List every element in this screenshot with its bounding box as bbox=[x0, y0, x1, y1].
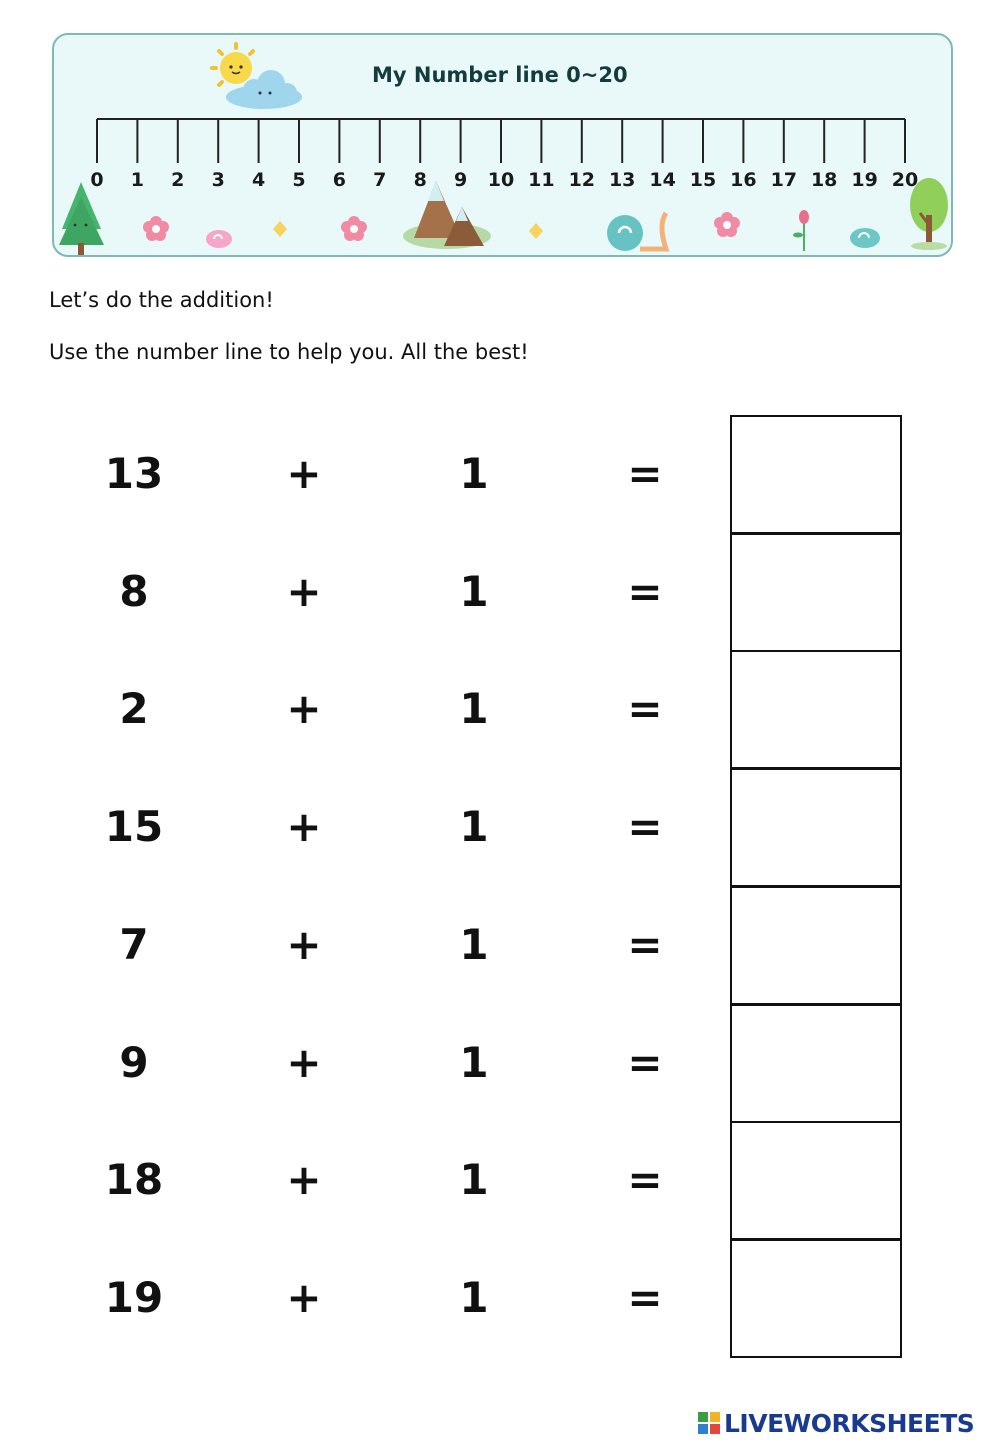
equation-row bbox=[0, 1239, 1000, 1357]
number-line-tick-label: 7 bbox=[373, 169, 387, 191]
number-line-title: My Number line 0~20 bbox=[372, 63, 628, 87]
liveworksheets-logo-icon bbox=[697, 1411, 721, 1435]
equation-row bbox=[0, 1121, 1000, 1239]
brand-name: LIVEWORKSHEETS bbox=[724, 1408, 975, 1438]
equation-row bbox=[0, 415, 1000, 533]
number-line-tick-label: 0 bbox=[90, 169, 104, 191]
snail-icon bbox=[607, 213, 666, 251]
first-addend: 19 bbox=[104, 1272, 164, 1322]
second-addend: 1 bbox=[459, 802, 489, 852]
answer-box[interactable] bbox=[730, 1121, 902, 1240]
number-line-tick-label: 12 bbox=[568, 169, 596, 191]
number-line-tick-label: 9 bbox=[453, 169, 468, 191]
equals-sign: = bbox=[627, 1155, 663, 1205]
number-line-tick-label: 6 bbox=[332, 169, 346, 191]
number-line-tick-label: 5 bbox=[292, 169, 306, 191]
equals-sign: = bbox=[627, 566, 663, 616]
equals-sign: = bbox=[627, 1037, 663, 1087]
answer-box[interactable] bbox=[730, 415, 902, 534]
instruction-text: Use the number line to help you. All the best! bbox=[49, 340, 529, 364]
first-addend: 9 bbox=[119, 1037, 149, 1087]
equation-row bbox=[0, 533, 1000, 651]
answer-box[interactable] bbox=[730, 1239, 902, 1358]
first-addend: 2 bbox=[119, 684, 149, 734]
answer-box[interactable] bbox=[730, 1004, 902, 1123]
plus-sign: + bbox=[286, 1037, 322, 1087]
first-addend: 18 bbox=[104, 1155, 164, 1205]
plus-sign: + bbox=[286, 919, 322, 969]
second-addend: 1 bbox=[459, 566, 489, 616]
second-addend: 1 bbox=[459, 1272, 489, 1322]
number-line-tick-label: 3 bbox=[211, 169, 225, 191]
first-addend: 8 bbox=[119, 566, 149, 616]
second-addend: 1 bbox=[459, 919, 489, 969]
number-line-tick-label: 4 bbox=[251, 169, 266, 191]
number-line-tick-label: 16 bbox=[730, 169, 757, 191]
number-line-tick-label: 11 bbox=[528, 169, 555, 191]
first-addend: 7 bbox=[119, 919, 149, 969]
number-line-tick-label: 10 bbox=[487, 169, 515, 191]
number-line-tick-label: 1 bbox=[130, 169, 144, 191]
answer-box[interactable] bbox=[730, 768, 902, 887]
number-line-tick-label: 2 bbox=[171, 169, 185, 191]
number-line-tick-label: 8 bbox=[413, 169, 427, 191]
first-addend: 15 bbox=[104, 802, 164, 852]
second-addend: 1 bbox=[459, 449, 489, 498]
second-addend: 1 bbox=[459, 1155, 489, 1205]
sun-icon bbox=[212, 44, 253, 85]
second-addend: 1 bbox=[459, 1037, 489, 1087]
first-addend: 13 bbox=[104, 449, 164, 498]
equals-sign: = bbox=[627, 919, 663, 969]
instruction-heading: Let’s do the addition! bbox=[49, 288, 274, 312]
number-line-tick-label: 20 bbox=[891, 169, 919, 191]
plus-sign: + bbox=[286, 566, 322, 616]
plus-sign: + bbox=[286, 449, 322, 498]
answer-box[interactable] bbox=[730, 650, 902, 769]
number-line-tick-label: 14 bbox=[649, 169, 676, 191]
plus-sign: + bbox=[286, 684, 322, 734]
equation-row bbox=[0, 650, 1000, 768]
number-line-tick-label: 19 bbox=[851, 169, 878, 191]
liveworksheets-logo bbox=[697, 1407, 974, 1439]
number-line-tick-label: 17 bbox=[770, 169, 798, 191]
number-line-ticks bbox=[97, 119, 905, 163]
equals-sign: = bbox=[627, 802, 663, 852]
mountain-icon bbox=[403, 181, 491, 249]
equals-sign: = bbox=[627, 684, 663, 734]
answer-box[interactable] bbox=[730, 533, 902, 652]
number-line-tick-label: 13 bbox=[608, 169, 636, 191]
tulip-icon bbox=[793, 210, 809, 251]
equation-row bbox=[0, 886, 1000, 1004]
equation-row bbox=[0, 1004, 1000, 1122]
plus-sign: + bbox=[286, 1155, 322, 1205]
answer-box[interactable] bbox=[730, 886, 902, 1005]
plus-sign: + bbox=[286, 1272, 322, 1322]
number-line-tick-label: 18 bbox=[810, 169, 838, 191]
plus-sign: + bbox=[286, 802, 322, 852]
equals-sign: = bbox=[627, 1272, 663, 1322]
equals-sign: = bbox=[627, 449, 663, 498]
pine-tree-icon bbox=[59, 182, 104, 255]
number-line-banner bbox=[52, 33, 953, 257]
equation-row bbox=[0, 768, 1000, 886]
second-addend: 1 bbox=[459, 684, 489, 734]
number-line-tick-label: 15 bbox=[689, 169, 717, 191]
